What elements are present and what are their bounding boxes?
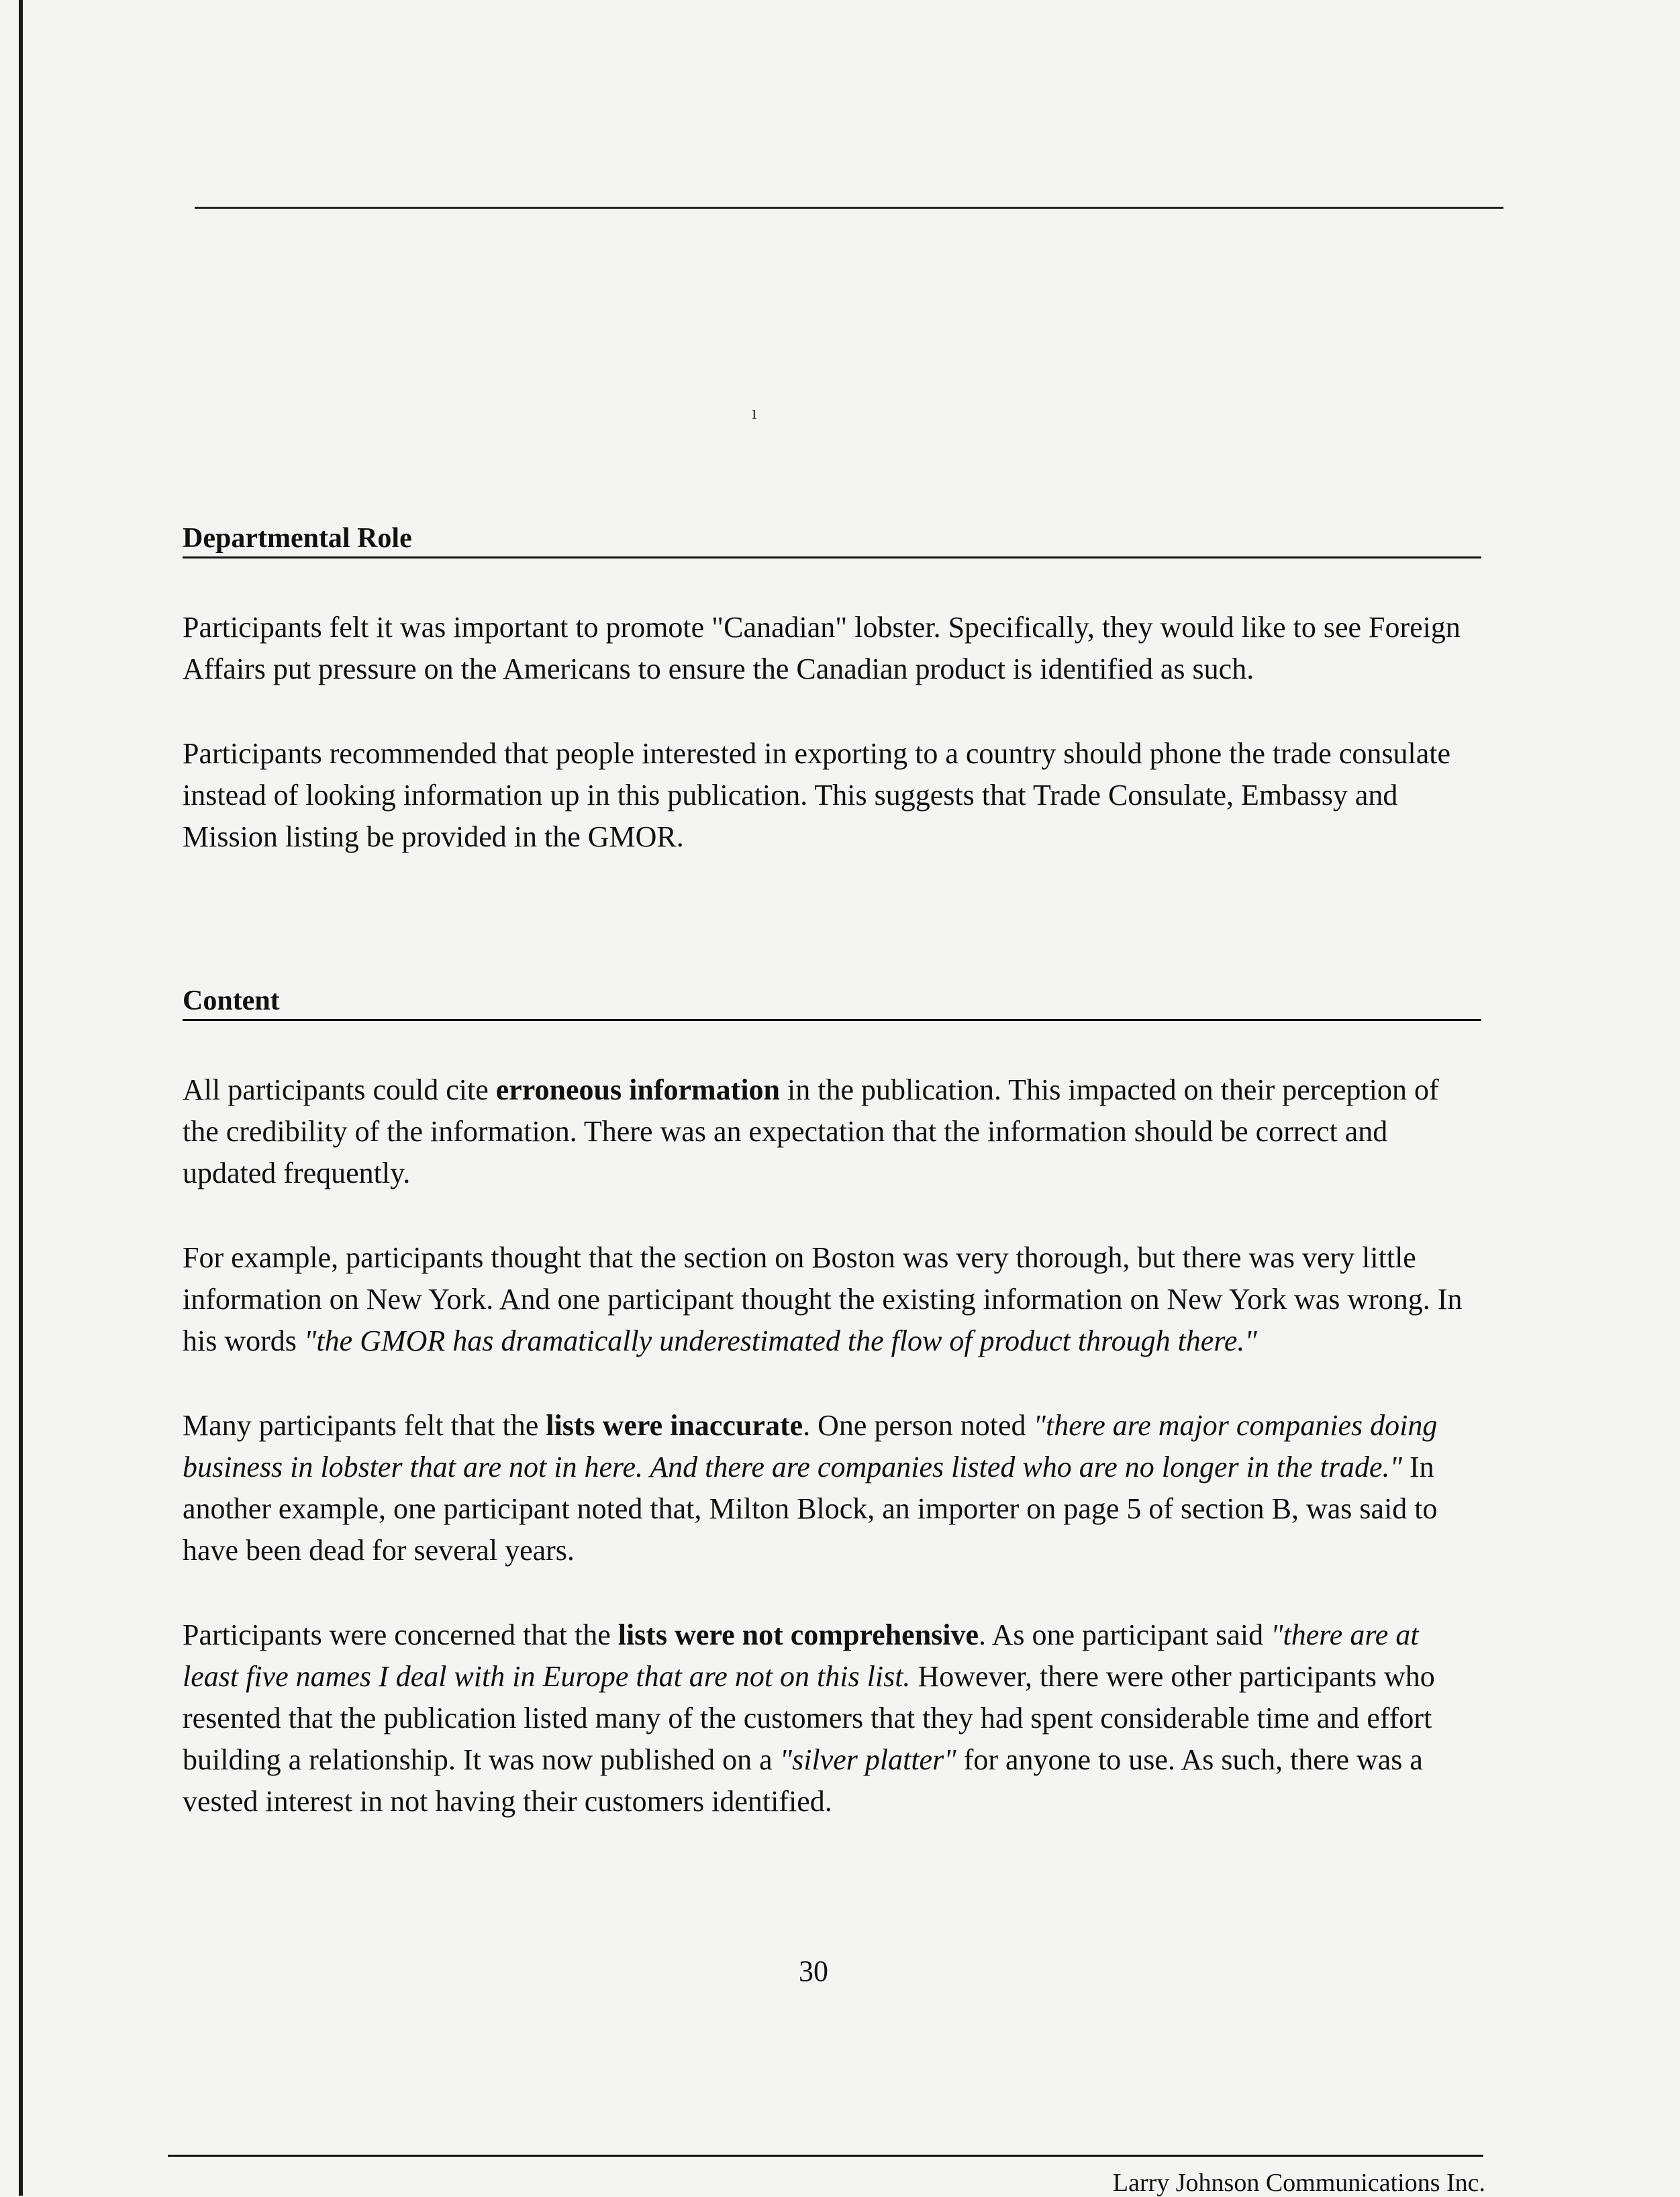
quote: "there are major companies doing business in lobster that are not in here. And there are companies listed who are no longer in the trade." [183,1409,1438,1483]
paragraph [183,1237,1479,1362]
text-run: Participants were concerned that the [183,1618,618,1651]
section-heading: Content [183,985,280,1016]
text-run: However, there were other participants who resented that the publication listed many of the customers that they had spent considerable time and effort building a relationship. It was now published on a [183,1660,1435,1776]
heading-rule [183,556,1481,558]
text-run: All participants could cite [183,1073,496,1106]
page-number: 30 [799,1955,828,1988]
quote: "the GMOR has dramatically underestimated the flow of product through there." [303,1324,1257,1357]
quote: "there are at least five names I deal with in Europe that are not on this list. [183,1618,1419,1693]
bold-phrase: lists were inaccurate [546,1409,803,1442]
paragraph [183,1069,1479,1194]
text-run: . As one participant said [979,1618,1271,1651]
paragraph: Participants recommended that people interested in exporting to a country should phone the trade consulate instead of looking information up in this publication. This suggests that Trade Consulate, Embassy and Mission listing be provided in the GMOR. [183,737,1450,853]
text-run: in the publication. This impacted on their perception of the credibility of the information. There was an expectation that the information should be correct and updated frequently. [183,1073,1439,1189]
binding-edge [19,0,23,2196]
section-departmental-role [183,522,1479,858]
text-run: For example, participants thought that the section on Boston was very thorough, but there was very little information on New York. And one participant thought the existing information on New York was wrong. In his words [183,1241,1463,1357]
text-run: Many participants felt that the [183,1409,546,1442]
section-heading: Departmental Role [183,523,412,554]
section-content [183,984,1479,1822]
quote: "silver platter" [779,1743,956,1776]
footer-credit: Larry Johnson Communications Inc. [1112,2169,1485,2197]
header-rule [195,207,1503,209]
text-run: In another example, one participant noted that, Milton Block, an importer on page 5 of section B, was said to have been dead for several years. [183,1451,1438,1567]
heading-rule [183,1019,1481,1021]
paragraph [183,1405,1479,1571]
text-run: for anyone to use. As such, there was a vested interest in not having their customers identified. [183,1743,1423,1818]
paragraph [183,1614,1479,1822]
text-run: . One person noted [803,1409,1034,1442]
stray-mark: ı [752,403,757,424]
bold-phrase: lists were not comprehensive [617,1618,979,1651]
footer-rule [168,2155,1483,2157]
bold-phrase: erroneous information [495,1073,781,1106]
paragraph: Participants felt it was important to promote "Canadian" lobster. Specifically, they would like to see Foreign Affairs put pressure on the Americans to ensure the Canadian product is identified as such. [183,611,1461,685]
